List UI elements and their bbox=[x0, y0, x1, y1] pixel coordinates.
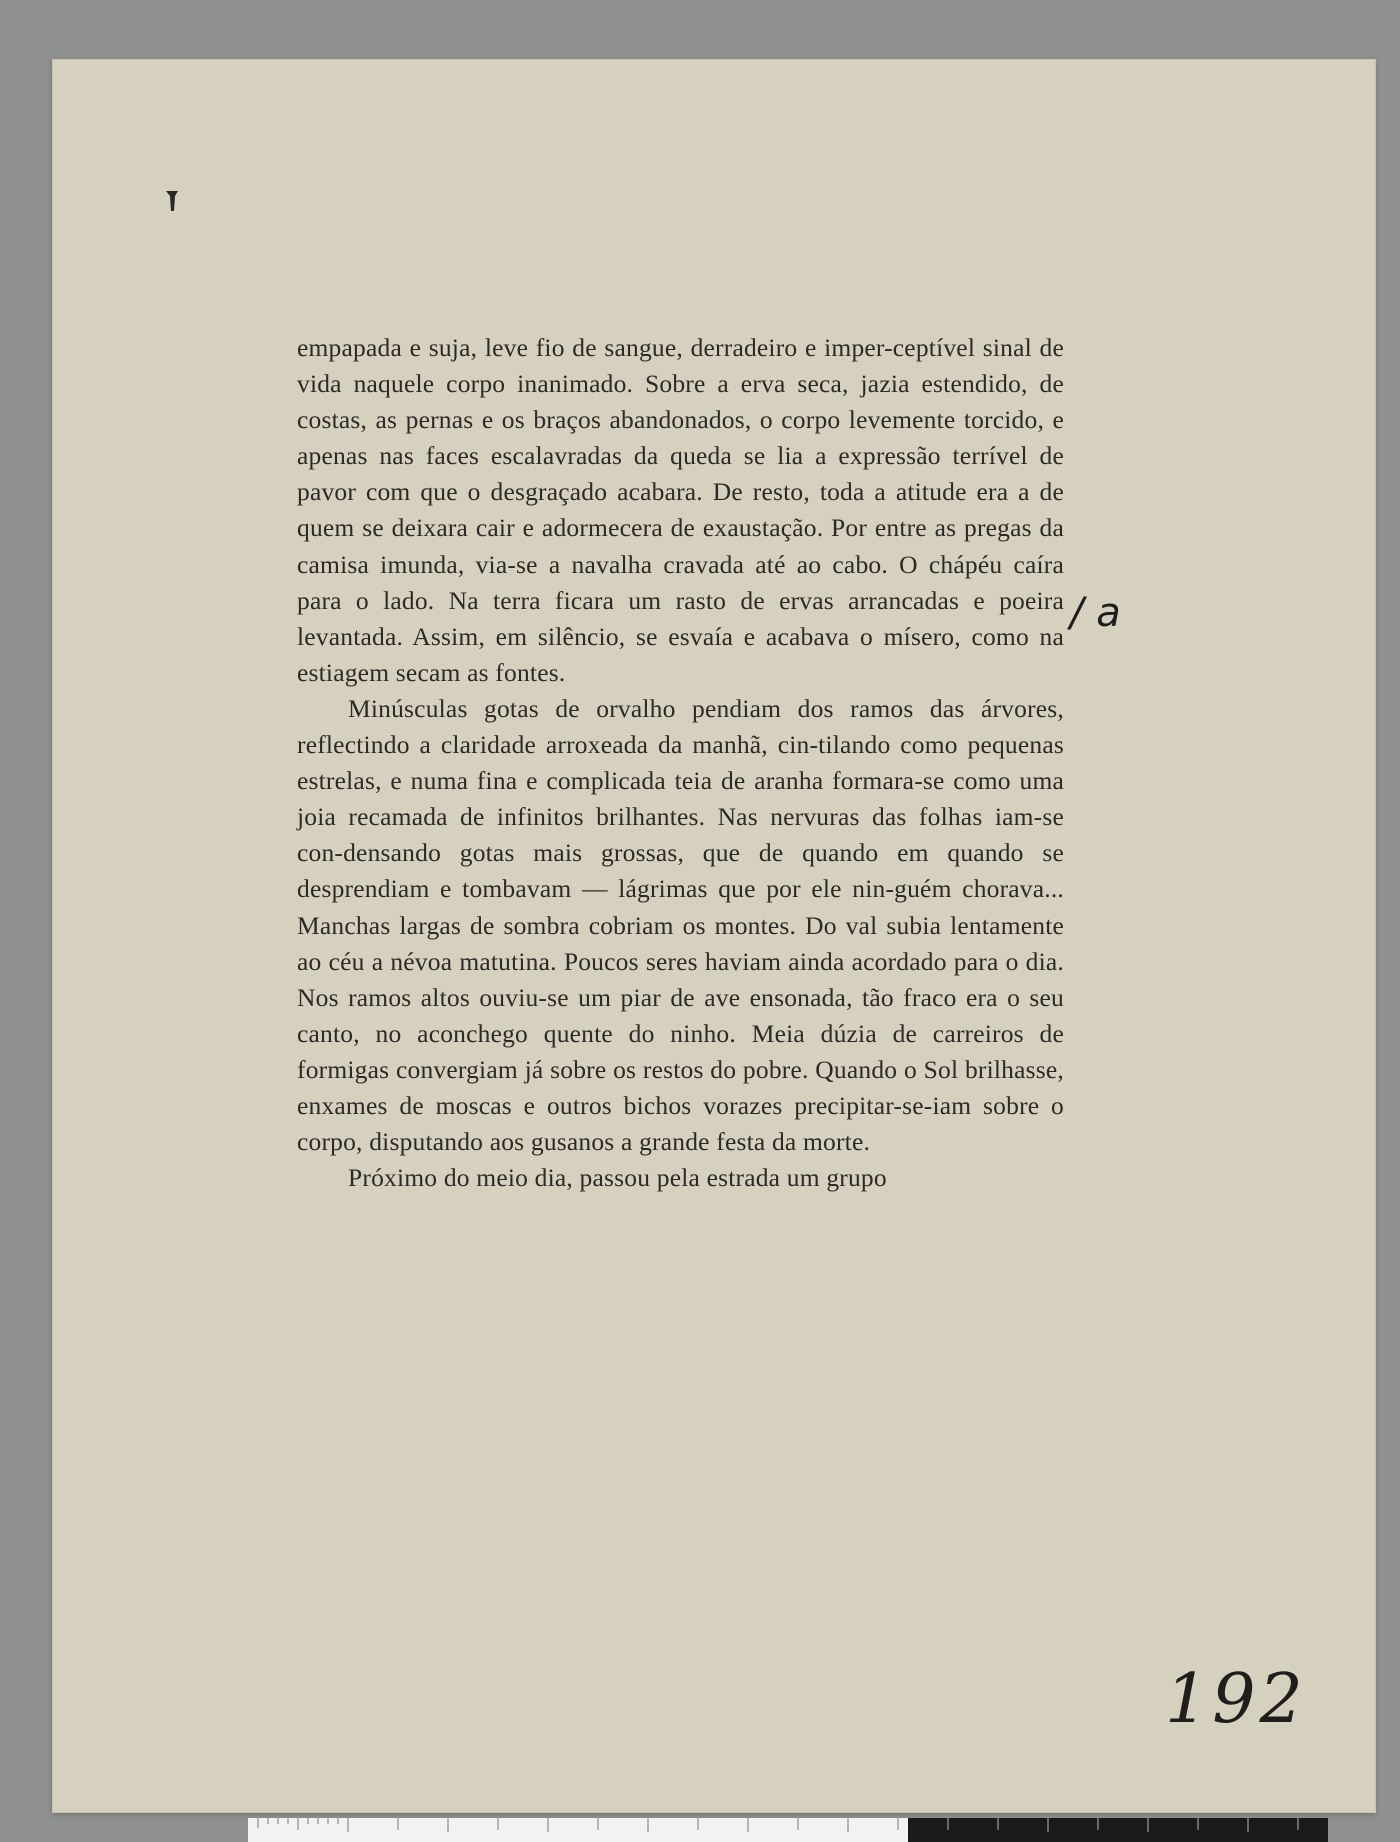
scale-ruler bbox=[248, 1818, 1328, 1842]
paragraph-2: Minúsculas gotas de orvalho pendiam dos ramos das árvores, reflectindo a claridade arroxeada da manhã, cin-tilando como pequenas estrelas, e numa fina e complicada teia de aranha formara-se como uma joia recamada de infinitos brilhantes. Nas nervuras das folhas iam-se con-densando gotas mais grossas, que de quando em quando se desprendiam e tombavam — lágrimas que por ele nin-guém chorava... Manchas largas de sombra cobriam os montes. Do val subia lentamente ao céu a névoa matutina. Poucos seres haviam ainda acordado para o dia. Nos ramos altos ouviu-se um piar de ave ensonada, tão fraco era o seu canto, no aconchego quente do ninho. Meia dúzia de carreiros de formigas convergiam já sobre os restos do pobre. Quando o Sol brilhasse, enxames de moscas e outros bichos vorazes precipitar-se-iam sobre o corpo, disputando aos gusanos a grande festa da morte. bbox=[297, 693, 1064, 1157]
body-text bbox=[297, 330, 1064, 1196]
handwritten-page-number: 192 bbox=[1165, 1660, 1307, 1739]
corner-mark-icon bbox=[165, 190, 179, 212]
paragraph-3: Próximo do meio dia, passou pela estrada um grupo bbox=[348, 1163, 887, 1193]
margin-annotation: / a bbox=[1070, 590, 1121, 636]
paragraph-1: empapada e suja, leve fio de sangue, derradeiro e imper-ceptível sinal de vida naquele corpo inanimado. Sobre a erva seca, jazia estendido, de costas, as pernas e os braços abandonados, o corpo levemente torcido, e apenas nas faces escalavradas da queda se lia a expressão terrível de pavor com que o desgraçado acabara. De resto, toda a atitude era a de quem se deixara cair e adormecera de exaustação. Por entre as pregas da camisa imunda, via-se a navalha cravada até ao cabo. O chápéu caíra para o lado. Na terra ficara um rasto de ervas arrancadas e poeira levantada. Assim, em silêncio, se esvaía e acabava o mísero, como na estiagem secam as fontes. bbox=[297, 333, 1064, 687]
